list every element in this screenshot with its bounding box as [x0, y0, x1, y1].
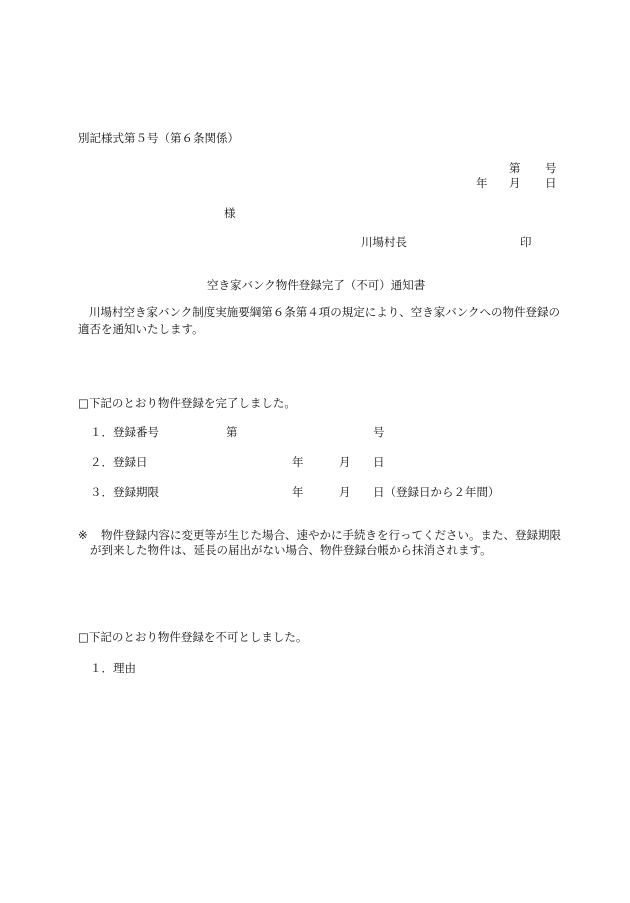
form-label: 別記様式第５号（第６条関係） — [78, 131, 239, 145]
complete-section-heading: □下記のとおり物件登録を完了しました。 — [78, 396, 296, 410]
date-day: 日 — [545, 176, 557, 190]
reject-section-heading: □下記のとおり物件登録を不可としました。 — [78, 630, 308, 644]
reg-number-dai: 第 — [226, 425, 238, 439]
number-dai: 第 — [509, 161, 521, 175]
intro-line-1: 川場村空き家バンク制度実施要綱第６条第４項の規定により、空き家バンクへの物件登録の — [89, 305, 561, 319]
reg-expiry-year: 年 — [292, 485, 304, 499]
seal-mark: 印 — [520, 235, 532, 249]
date-month: 月 — [509, 176, 521, 190]
reg-date-month: 月 — [339, 455, 351, 469]
document-title: 空き家バンク物件登録完了（不可）通知書 — [207, 278, 426, 292]
reg-expiry-month: 月 — [339, 485, 351, 499]
reg-expiry-label: ３．登録期限 — [90, 485, 159, 499]
date-year: 年 — [476, 176, 488, 190]
intro-line-2: 適否を通知いたします。 — [78, 322, 204, 336]
addressee-suffix: 様 — [224, 206, 236, 220]
issuer-title: 川場村長 — [361, 235, 407, 249]
reason-label: １．理由 — [90, 661, 136, 675]
reg-date-year: 年 — [292, 455, 304, 469]
reg-number-label: １．登録番号 — [90, 425, 159, 439]
reg-expiry-day-note: 日（登録日から２年間） — [373, 485, 500, 499]
number-go: 号 — [545, 161, 557, 175]
reg-number-go: 号 — [373, 425, 385, 439]
note-line-1: 物件登録内容に変更等が生じた場合、速やかに手続きを行ってください。また、登録期限 — [101, 528, 561, 542]
note-line-2: が到来した物件は、延長の届出がない場合、物件登録台帳から抹消されます。 — [90, 543, 492, 557]
reg-date-label: ２．登録日 — [90, 455, 148, 469]
reg-date-day: 日 — [373, 455, 385, 469]
note-mark: ※ — [78, 528, 88, 542]
